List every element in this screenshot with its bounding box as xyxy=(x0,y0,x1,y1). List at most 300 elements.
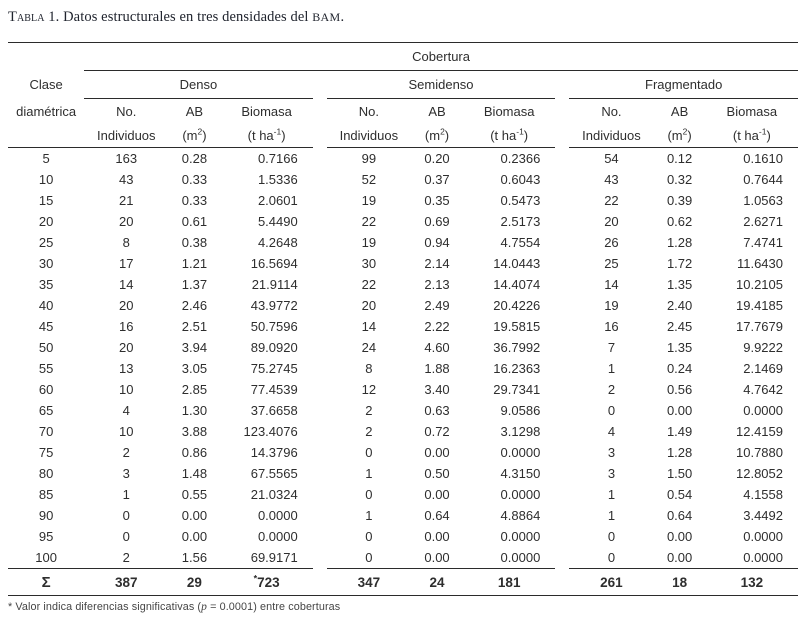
group-gap xyxy=(313,484,327,505)
group-gap xyxy=(555,190,569,211)
cell-semidenso-no: 30 xyxy=(361,256,377,271)
table-row xyxy=(8,232,798,253)
cell-fragmentado-no: 54 xyxy=(604,151,619,166)
cell-denso-bio: 67.5565 xyxy=(250,466,298,481)
cell-fragmentado-no: 7 xyxy=(607,340,616,355)
cell-fragmentado-bio: 0.1610 xyxy=(743,151,783,166)
cobertura-header: Cobertura xyxy=(84,43,798,71)
cell-semidenso-no: 52 xyxy=(361,172,377,187)
cell-fragmentado-ab: 1.35 xyxy=(666,340,693,355)
group-gap xyxy=(313,463,327,484)
cell-fragmentado-ab: 0.00 xyxy=(666,403,693,418)
cell-fragmentado-ab: 1.28 xyxy=(666,445,693,460)
cell-fragmentado-bio: 4.7642 xyxy=(743,382,783,397)
cell-semidenso-no: 22 xyxy=(361,277,377,292)
col-header-ab-semidenso: AB $(m^2)$ xyxy=(411,99,463,148)
group-gap xyxy=(555,99,569,148)
cell-clase: 30 xyxy=(38,256,54,271)
cell-fragmentado-no: 3 xyxy=(607,466,616,481)
group-gap xyxy=(313,337,327,358)
cell-semidenso-bio: 14.0443 xyxy=(493,256,541,271)
group-gap xyxy=(313,274,327,295)
cell-clase: 35 xyxy=(38,277,54,292)
table-row xyxy=(8,526,798,547)
cell-denso-ab: 0.55 xyxy=(181,487,208,502)
cell-fragmentado-bio: 12.8052 xyxy=(736,466,783,481)
cell-fragmentado-no: 16 xyxy=(604,319,619,334)
cell-clase: 10 xyxy=(38,172,54,187)
cell-semidenso-no: 19 xyxy=(361,235,377,250)
cell-fragmentado-no: 0 xyxy=(607,403,616,418)
cell-denso-bio: *723 xyxy=(221,569,313,596)
cell-semidenso-ab: 2.22 xyxy=(424,319,450,334)
cell-denso-ab: 0.28 xyxy=(181,151,208,166)
group-gap xyxy=(555,569,569,596)
cell-denso-ab: 1.21 xyxy=(181,256,208,271)
group-gap xyxy=(313,379,327,400)
cell-fragmentado-no: 0 xyxy=(607,529,616,544)
group-gap xyxy=(313,211,327,232)
cell-fragmentado-bio: 4.1558 xyxy=(743,487,783,502)
table-footnote: * Valor indica diferencias significativas (p = 0.0001) entre coberturas xyxy=(8,601,341,613)
cell-denso-no: 3 xyxy=(122,466,130,481)
cell-semidenso-no: 19 xyxy=(361,193,377,208)
cell-denso-bio: 5.4490 xyxy=(257,214,298,229)
group-gap xyxy=(555,274,569,295)
cell-fragmentado-ab: 1.28 xyxy=(666,235,693,250)
cell-fragmentado-ab: 0.54 xyxy=(666,487,693,502)
cell-denso-no: 387 xyxy=(84,569,168,596)
cell-fragmentado-no: 1 xyxy=(607,361,616,376)
group-gap xyxy=(555,148,569,170)
cell-clase: 20 xyxy=(38,214,54,229)
col-header-biomasa-fragmentado: Biomasa (t $ha^{-1}$) xyxy=(706,99,798,148)
cell-clase: 75 xyxy=(38,445,54,460)
clase-label-line2: diamétrica xyxy=(8,99,84,148)
cell-semidenso-bio: 20.4226 xyxy=(493,298,541,313)
cell-denso-bio: 14.3796 xyxy=(250,445,298,460)
group-gap xyxy=(313,358,327,379)
group-header-denso: Denso xyxy=(84,71,313,99)
cell-semidenso-bio: 19.5815 xyxy=(493,319,541,334)
cell-semidenso-ab: 24 xyxy=(411,569,463,596)
cell-fragmentado-no: 43 xyxy=(604,172,619,187)
cell-clase: 55 xyxy=(38,361,54,376)
group-gap xyxy=(555,400,569,421)
cell-clase: 60 xyxy=(38,382,54,397)
cell-denso-ab: 1.30 xyxy=(181,403,208,418)
group-header-row xyxy=(8,71,798,99)
cell-fragmentado-ab: 1.50 xyxy=(666,466,693,481)
corner-cell xyxy=(8,43,84,71)
cell-semidenso-bio: 2.5173 xyxy=(500,214,541,229)
table-caption-period: . xyxy=(340,9,345,25)
cell-fragmentado-ab: 1.72 xyxy=(666,256,693,271)
cell-semidenso-bio: 16.2363 xyxy=(493,361,541,376)
table-caption xyxy=(0,0,806,26)
cell-denso-no: 13 xyxy=(119,361,134,376)
cell-denso-bio: 21.0324 xyxy=(250,487,298,502)
cell-semidenso-ab: 0.50 xyxy=(424,466,450,481)
cell-semidenso-no: 12 xyxy=(361,382,377,397)
group-gap xyxy=(313,295,327,316)
cell-clase: 95 xyxy=(38,529,54,544)
group-gap xyxy=(555,358,569,379)
cell-denso-bio: 50.7596 xyxy=(250,319,298,334)
group-gap xyxy=(313,505,327,526)
cobertura-row xyxy=(8,43,798,71)
table-row xyxy=(8,505,798,526)
group-header-fragmentado: Fragmentado xyxy=(569,71,798,99)
group-gap xyxy=(555,316,569,337)
cell-semidenso-no: 1 xyxy=(365,508,373,523)
cell-denso-bio: 0.0000 xyxy=(257,529,298,544)
cell-denso-bio: 89.0920 xyxy=(250,340,298,355)
cell-denso-ab: 0.38 xyxy=(181,235,208,250)
table-row xyxy=(8,190,798,211)
cell-fragmentado-bio: 7.4741 xyxy=(743,235,783,250)
cell-denso-ab: 0.33 xyxy=(181,193,208,208)
group-gap xyxy=(313,316,327,337)
table-row xyxy=(8,379,798,400)
cell-fragmentado-no: 19 xyxy=(604,298,619,313)
cell-denso-ab: 3.88 xyxy=(181,424,208,439)
column-header-row xyxy=(8,99,798,148)
cell-denso-bio: 4.2648 xyxy=(257,235,298,250)
cell-denso-no: 2 xyxy=(122,550,130,565)
cell-semidenso-ab: 0.35 xyxy=(424,193,450,208)
cell-fragmentado-no: 4 xyxy=(607,424,616,439)
cell-semidenso-no: 0 xyxy=(365,550,373,565)
cell-fragmentado-no: 1 xyxy=(607,508,616,523)
cell-fragmentado-bio: 0.0000 xyxy=(743,403,783,418)
col-header-biomasa-semidenso: Biomasa (t $ha^{-1}$) xyxy=(463,99,555,148)
cell-denso-no: 17 xyxy=(119,256,134,271)
cell-fragmentado-no: 2 xyxy=(607,382,616,397)
cell-semidenso-bio: 4.3150 xyxy=(500,466,541,481)
cell-denso-no: 163 xyxy=(115,151,138,166)
group-gap xyxy=(555,379,569,400)
cell-denso-no: 10 xyxy=(119,424,134,439)
cell-clase: 90 xyxy=(38,508,54,523)
group-gap xyxy=(313,232,327,253)
cell-semidenso-no: 8 xyxy=(365,361,373,376)
cell-denso-ab: 1.48 xyxy=(181,466,208,481)
cell-semidenso-bio: 0.0000 xyxy=(500,487,541,502)
cell-fragmentado-no: 20 xyxy=(604,214,619,229)
cell-denso-ab: 29 xyxy=(168,569,220,596)
cell-denso-bio: 0.0000 xyxy=(257,508,298,523)
group-gap xyxy=(313,526,327,547)
cell-denso-ab: 0.86 xyxy=(181,445,208,460)
cell-semidenso-ab: 0.20 xyxy=(424,151,450,166)
group-gap xyxy=(555,484,569,505)
cell-semidenso-ab: 0.63 xyxy=(424,403,450,418)
cell-denso-no: 16 xyxy=(119,319,134,334)
group-gap xyxy=(313,148,327,170)
cell-denso-bio: 43.9772 xyxy=(250,298,298,313)
table-row xyxy=(8,169,798,190)
cell-semidenso-bio: 0.6043 xyxy=(500,172,541,187)
cell-fragmentado-ab: 2.40 xyxy=(666,298,693,313)
cell-clase: Σ xyxy=(8,569,84,596)
cell-fragmentado-bio: 11.6430 xyxy=(736,256,783,271)
cell-semidenso-bio: 3.1298 xyxy=(500,424,541,439)
cell-clase: 80 xyxy=(38,466,54,481)
cell-semidenso-no: 24 xyxy=(361,340,377,355)
cell-semidenso-no: 0 xyxy=(365,529,373,544)
cell-denso-no: 1 xyxy=(122,487,130,502)
col-header-ab-fragmentado: AB $(m^2)$ xyxy=(654,99,706,148)
cell-fragmentado-no: 26 xyxy=(604,235,619,250)
cell-semidenso-bio: 0.5473 xyxy=(500,193,541,208)
cell-fragmentado-bio: 1.0563 xyxy=(743,193,783,208)
cell-denso-no: 0 xyxy=(122,508,130,523)
group-gap xyxy=(555,337,569,358)
cell-fragmentado-no: 3 xyxy=(607,445,616,460)
group-gap xyxy=(313,547,327,569)
cell-semidenso-no: 14 xyxy=(361,319,377,334)
cell-fragmentado-ab: 0.64 xyxy=(666,508,693,523)
cell-fragmentado-ab: 0.32 xyxy=(666,172,693,187)
cell-fragmentado-no: 25 xyxy=(604,256,619,271)
cell-semidenso-ab: 2.14 xyxy=(424,256,450,271)
cell-denso-no: 43 xyxy=(119,172,134,187)
cell-denso-ab: 0.00 xyxy=(181,508,208,523)
cell-semidenso-ab: 0.37 xyxy=(424,172,450,187)
cell-semidenso-no: 1 xyxy=(365,466,373,481)
cell-semidenso-bio: 14.4074 xyxy=(493,277,541,292)
cell-semidenso-bio: 4.8864 xyxy=(500,508,541,523)
cell-semidenso-bio: 0.2366 xyxy=(500,151,541,166)
table-row xyxy=(8,442,798,463)
cell-denso-bio: 0.7166 xyxy=(257,151,298,166)
cell-semidenso-ab: 0.00 xyxy=(424,529,450,544)
p-value-symbol: p xyxy=(201,601,207,613)
cell-denso-bio: 77.4539 xyxy=(250,382,298,397)
cell-denso-ab: 2.46 xyxy=(181,298,208,313)
cell-denso-no: 21 xyxy=(119,193,134,208)
cell-denso-ab: 0.00 xyxy=(181,529,208,544)
col-header-no-individuos-fragmentado: No. Individuos xyxy=(569,99,653,148)
cell-fragmentado-ab: 1.49 xyxy=(666,424,693,439)
cell-denso-ab: 3.94 xyxy=(181,340,208,355)
table-row xyxy=(8,316,798,337)
cell-fragmentado-bio: 0.0000 xyxy=(743,529,783,544)
cell-fragmentado-bio: 19.4185 xyxy=(736,298,783,313)
cell-semidenso-ab: 0.00 xyxy=(424,550,450,565)
cell-fragmentado-no: 14 xyxy=(604,277,619,292)
sum-row xyxy=(8,569,798,596)
cell-denso-no: 20 xyxy=(119,214,134,229)
group-gap xyxy=(313,253,327,274)
cell-semidenso-ab: 3.40 xyxy=(424,382,450,397)
cell-clase: 15 xyxy=(38,193,54,208)
col-header-biomasa-denso: Biomasa (t $ha^{-1}$) xyxy=(221,99,313,148)
cell-fragmentado-no: 22 xyxy=(604,193,619,208)
group-gap xyxy=(555,526,569,547)
cell-clase: 45 xyxy=(38,319,54,334)
cell-semidenso-no: 0 xyxy=(365,445,373,460)
cell-semidenso-bio: 0.0000 xyxy=(500,445,541,460)
cell-fragmentado-bio: 0.0000 xyxy=(743,550,783,565)
group-gap xyxy=(313,71,327,99)
group-gap xyxy=(313,400,327,421)
table-caption-acronym: BAM xyxy=(312,10,341,24)
cell-denso-ab: 3.05 xyxy=(181,361,208,376)
group-gap xyxy=(555,211,569,232)
cell-fragmentado-bio: 17.7679 xyxy=(736,319,783,334)
group-gap xyxy=(555,253,569,274)
cell-fragmentado-ab: 0.00 xyxy=(666,550,693,565)
cell-semidenso-ab: 4.60 xyxy=(424,340,450,355)
cell-semidenso-ab: 0.72 xyxy=(424,424,450,439)
group-gap xyxy=(555,295,569,316)
cell-denso-ab: 0.33 xyxy=(181,172,208,187)
cell-clase: 70 xyxy=(38,424,54,439)
cell-semidenso-bio: 9.0586 xyxy=(500,403,541,418)
cell-denso-ab: 2.51 xyxy=(181,319,208,334)
cell-fragmentado-bio: 3.4492 xyxy=(743,508,783,523)
table-row xyxy=(8,274,798,295)
cell-semidenso-ab: 0.00 xyxy=(424,445,450,460)
cell-clase: 5 xyxy=(42,151,50,166)
cell-semidenso-no: 2 xyxy=(365,403,373,418)
group-gap xyxy=(555,442,569,463)
cell-denso-bio: 69.9171 xyxy=(250,550,298,565)
cell-fragmentado-no: 1 xyxy=(607,487,616,502)
table-row xyxy=(8,211,798,232)
group-gap xyxy=(313,169,327,190)
cell-clase: 100 xyxy=(35,550,57,565)
col-header-no-individuos-semidenso: No. Individuos xyxy=(327,99,411,148)
group-gap xyxy=(313,442,327,463)
cell-semidenso-ab: 1.88 xyxy=(424,361,450,376)
table-row xyxy=(8,148,798,170)
cell-fragmentado-bio: 2.6271 xyxy=(743,214,783,229)
cell-fragmentado-bio: 2.1469 xyxy=(743,361,783,376)
cell-semidenso-bio: 181 xyxy=(463,569,555,596)
cell-semidenso-bio: 0.0000 xyxy=(500,529,541,544)
cell-semidenso-bio: 4.7554 xyxy=(500,235,541,250)
table-row xyxy=(8,400,798,421)
cell-denso-ab: 0.61 xyxy=(181,214,208,229)
cell-clase: 50 xyxy=(38,340,54,355)
cell-fragmentado-ab: 18 xyxy=(654,569,706,596)
cell-semidenso-ab: 2.13 xyxy=(424,277,450,292)
data-table xyxy=(8,42,798,596)
cell-fragmentado-ab: 0.39 xyxy=(666,193,693,208)
cell-denso-bio: 75.2745 xyxy=(250,361,298,376)
group-header-semidenso: Semidenso xyxy=(327,71,556,99)
cell-denso-bio: 37.6658 xyxy=(250,403,298,418)
cell-semidenso-bio: 0.0000 xyxy=(500,550,541,565)
cell-semidenso-no: 20 xyxy=(361,298,377,313)
cell-semidenso-ab: 0.94 xyxy=(424,235,450,250)
cell-fragmentado-bio: 10.2105 xyxy=(736,277,783,292)
cell-denso-ab: 2.85 xyxy=(181,382,208,397)
cell-denso-no: 14 xyxy=(119,277,134,292)
group-gap xyxy=(555,232,569,253)
table-row xyxy=(8,358,798,379)
cell-denso-bio: 1.5336 xyxy=(257,172,298,187)
cell-fragmentado-ab: 1.35 xyxy=(666,277,693,292)
group-gap xyxy=(313,569,327,596)
cell-semidenso-ab: 2.49 xyxy=(424,298,450,313)
cell-fragmentado-bio: 0.7644 xyxy=(743,172,783,187)
group-gap xyxy=(313,190,327,211)
cell-fragmentado-bio: 12.4159 xyxy=(736,424,783,439)
col-header-ab-denso: AB $(m^2)$ xyxy=(168,99,220,148)
group-gap xyxy=(313,99,327,148)
group-gap xyxy=(555,463,569,484)
table-caption-label: Tabla 1. xyxy=(8,9,60,25)
cell-fragmentado-ab: 0.62 xyxy=(666,214,693,229)
cell-fragmentado-ab: 0.12 xyxy=(666,151,693,166)
group-gap xyxy=(555,547,569,569)
cell-semidenso-ab: 0.64 xyxy=(424,508,450,523)
table-caption-text: Datos estructurales en tres densidades del xyxy=(59,9,313,25)
table-row xyxy=(8,295,798,316)
cell-clase: 65 xyxy=(38,403,54,418)
cell-semidenso-no: 347 xyxy=(327,569,411,596)
clase-label-line1: Clase xyxy=(29,77,63,92)
cell-semidenso-no: 0 xyxy=(365,487,373,502)
cell-semidenso-no: 99 xyxy=(361,151,377,166)
group-gap xyxy=(555,505,569,526)
cell-denso-ab: 1.56 xyxy=(181,550,208,565)
table-row xyxy=(8,547,798,569)
table-row xyxy=(8,337,798,358)
col-header-no-individuos-denso: No. Individuos xyxy=(84,99,168,148)
cell-denso-no: 2 xyxy=(122,445,130,460)
cell-fragmentado-ab: 0.24 xyxy=(666,361,693,376)
group-gap xyxy=(313,421,327,442)
table-row xyxy=(8,421,798,442)
cell-fragmentado-no: 0 xyxy=(607,550,616,565)
table-row xyxy=(8,484,798,505)
cell-denso-no: 20 xyxy=(119,340,134,355)
group-gap xyxy=(555,421,569,442)
cell-denso-bio: 16.5694 xyxy=(250,256,298,271)
cell-clase: 40 xyxy=(38,298,54,313)
cell-denso-no: 10 xyxy=(119,382,134,397)
cell-semidenso-no: 2 xyxy=(365,424,373,439)
table-row xyxy=(8,253,798,274)
cell-semidenso-no: 22 xyxy=(361,214,377,229)
cell-semidenso-ab: 0.69 xyxy=(424,214,450,229)
cell-fragmentado-no: 261 xyxy=(569,569,653,596)
cell-denso-no: 0 xyxy=(122,529,130,544)
cell-fragmentado-bio: 10.7880 xyxy=(736,445,783,460)
cell-clase: 25 xyxy=(38,235,54,250)
cell-fragmentado-bio: 132 xyxy=(706,569,798,596)
table-row xyxy=(8,463,798,484)
cell-fragmentado-ab: 2.45 xyxy=(666,319,693,334)
cell-clase: 85 xyxy=(38,487,54,502)
cell-denso-no: 4 xyxy=(122,403,130,418)
cell-semidenso-bio: 29.7341 xyxy=(493,382,541,397)
cell-denso-bio: 2.0601 xyxy=(257,193,298,208)
group-gap xyxy=(555,169,569,190)
group-gap xyxy=(555,71,569,99)
cell-denso-no: 8 xyxy=(122,235,130,250)
cell-denso-ab: 1.37 xyxy=(181,277,208,292)
cell-fragmentado-ab: 0.56 xyxy=(666,382,693,397)
cell-semidenso-bio: 36.7992 xyxy=(493,340,541,355)
cell-fragmentado-ab: 0.00 xyxy=(666,529,693,544)
cell-denso-no: 20 xyxy=(119,298,134,313)
